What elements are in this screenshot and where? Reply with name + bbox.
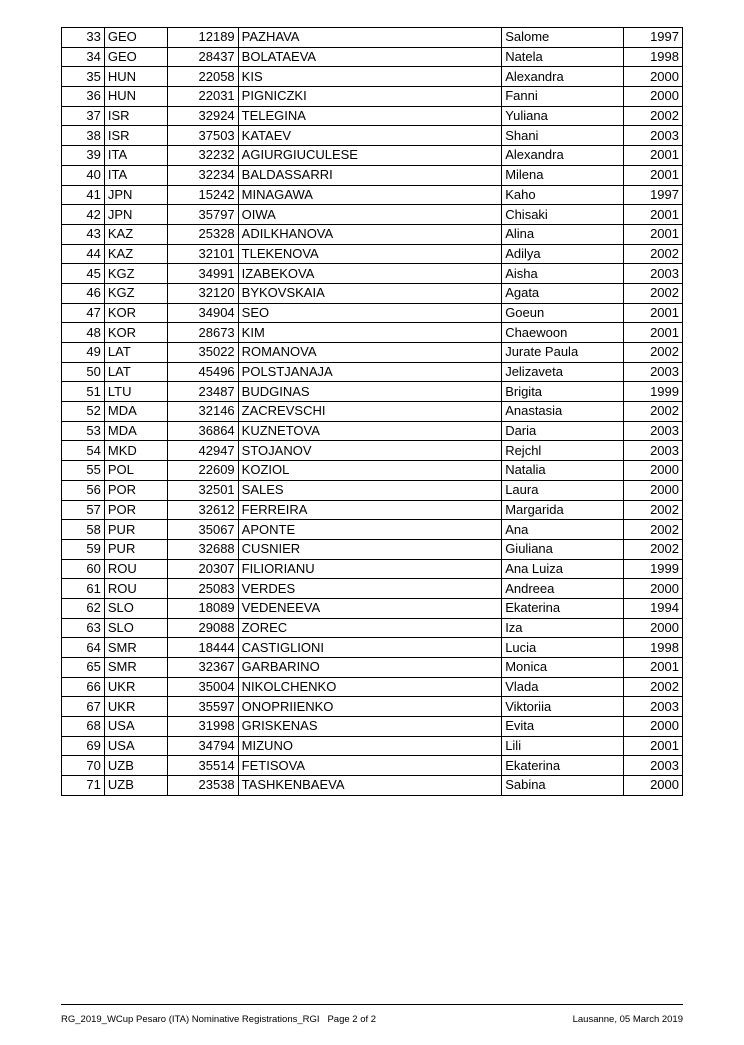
license-id-cell: 34991: [168, 264, 238, 284]
nation-code-cell: UKR: [104, 677, 167, 697]
license-id-cell: 15242: [168, 185, 238, 205]
first-name-cell: Ekaterina: [502, 756, 624, 776]
row-number-cell: 46: [62, 283, 105, 303]
first-name-cell: Margarida: [502, 500, 624, 520]
row-number-cell: 70: [62, 756, 105, 776]
table-row: [62, 224, 683, 244]
last-name-cell: GARBARINO: [238, 658, 502, 678]
last-name-cell: ROMANOVA: [238, 343, 502, 363]
row-number-cell: 50: [62, 362, 105, 382]
table-row: [62, 28, 683, 48]
table-row: [62, 421, 683, 441]
license-id-cell: 28437: [168, 47, 238, 67]
last-name-cell: BYKOVSKAIA: [238, 283, 502, 303]
last-name-cell: IZABEKOVA: [238, 264, 502, 284]
first-name-cell: Adilya: [502, 244, 624, 264]
license-id-cell: 22058: [168, 67, 238, 87]
first-name-cell: Vlada: [502, 677, 624, 697]
row-number-cell: 43: [62, 224, 105, 244]
birth-year-cell: 1994: [623, 598, 682, 618]
first-name-cell: Lucia: [502, 638, 624, 658]
footer-place-date: Lausanne, 05 March 2019: [572, 1014, 683, 1025]
first-name-cell: Evita: [502, 717, 624, 737]
birth-year-cell: 2001: [623, 323, 682, 343]
nation-code-cell: SLO: [104, 598, 167, 618]
license-id-cell: 29088: [168, 618, 238, 638]
birth-year-cell: 2001: [623, 146, 682, 166]
table-row: [62, 382, 683, 402]
birth-year-cell: 2001: [623, 658, 682, 678]
row-number-cell: 62: [62, 598, 105, 618]
birth-year-cell: 2001: [623, 736, 682, 756]
nation-code-cell: JPN: [104, 205, 167, 225]
nation-code-cell: SLO: [104, 618, 167, 638]
first-name-cell: Shani: [502, 126, 624, 146]
table-row: [62, 677, 683, 697]
birth-year-cell: 2002: [623, 402, 682, 422]
row-number-cell: 55: [62, 461, 105, 481]
license-id-cell: 22031: [168, 87, 238, 107]
table-row: [62, 776, 683, 796]
first-name-cell: Daria: [502, 421, 624, 441]
nation-code-cell: POR: [104, 480, 167, 500]
last-name-cell: OIWA: [238, 205, 502, 225]
row-number-cell: 40: [62, 165, 105, 185]
table-row: [62, 343, 683, 363]
nation-code-cell: UZB: [104, 776, 167, 796]
nation-code-cell: POL: [104, 461, 167, 481]
birth-year-cell: 2003: [623, 126, 682, 146]
nation-code-cell: KAZ: [104, 224, 167, 244]
row-number-cell: 56: [62, 480, 105, 500]
row-number-cell: 60: [62, 559, 105, 579]
table-row: [62, 362, 683, 382]
birth-year-cell: 1999: [623, 559, 682, 579]
nation-code-cell: USA: [104, 736, 167, 756]
table-row: [62, 165, 683, 185]
birth-year-cell: 2001: [623, 303, 682, 323]
last-name-cell: ONOPRIIENKO: [238, 697, 502, 717]
birth-year-cell: 2001: [623, 205, 682, 225]
table-row: [62, 303, 683, 323]
nation-code-cell: LTU: [104, 382, 167, 402]
license-id-cell: 32612: [168, 500, 238, 520]
first-name-cell: Ana Luiza: [502, 559, 624, 579]
row-number-cell: 42: [62, 205, 105, 225]
first-name-cell: Chisaki: [502, 205, 624, 225]
first-name-cell: Lili: [502, 736, 624, 756]
first-name-cell: Alexandra: [502, 146, 624, 166]
nation-code-cell: PUR: [104, 539, 167, 559]
nation-code-cell: KAZ: [104, 244, 167, 264]
first-name-cell: Kaho: [502, 185, 624, 205]
table-row: [62, 598, 683, 618]
table-row: [62, 402, 683, 422]
nation-code-cell: GEO: [104, 47, 167, 67]
birth-year-cell: 2003: [623, 441, 682, 461]
table-row: [62, 756, 683, 776]
nation-code-cell: MDA: [104, 402, 167, 422]
last-name-cell: KATAEV: [238, 126, 502, 146]
row-number-cell: 44: [62, 244, 105, 264]
first-name-cell: Ekaterina: [502, 598, 624, 618]
nation-code-cell: SMR: [104, 658, 167, 678]
first-name-cell: Natela: [502, 47, 624, 67]
last-name-cell: TLEKENOVA: [238, 244, 502, 264]
last-name-cell: MIZUNO: [238, 736, 502, 756]
nation-code-cell: GEO: [104, 28, 167, 48]
license-id-cell: 35514: [168, 756, 238, 776]
nation-code-cell: UKR: [104, 697, 167, 717]
license-id-cell: 18089: [168, 598, 238, 618]
birth-year-cell: 2002: [623, 283, 682, 303]
license-id-cell: 35597: [168, 697, 238, 717]
row-number-cell: 52: [62, 402, 105, 422]
last-name-cell: ZOREC: [238, 618, 502, 638]
last-name-cell: FILIORIANU: [238, 559, 502, 579]
last-name-cell: AGIURGIUCULESE: [238, 146, 502, 166]
first-name-cell: Andreea: [502, 579, 624, 599]
license-id-cell: 32120: [168, 283, 238, 303]
table-row: [62, 205, 683, 225]
birth-year-cell: 2000: [623, 717, 682, 737]
birth-year-cell: 2001: [623, 224, 682, 244]
table-row: [62, 323, 683, 343]
last-name-cell: SEO: [238, 303, 502, 323]
first-name-cell: Anastasia: [502, 402, 624, 422]
license-id-cell: 23487: [168, 382, 238, 402]
nation-code-cell: USA: [104, 717, 167, 737]
last-name-cell: NIKOLCHENKO: [238, 677, 502, 697]
nation-code-cell: ROU: [104, 579, 167, 599]
table-row: [62, 559, 683, 579]
last-name-cell: FETISOVA: [238, 756, 502, 776]
license-id-cell: 35004: [168, 677, 238, 697]
row-number-cell: 61: [62, 579, 105, 599]
birth-year-cell: 2003: [623, 264, 682, 284]
first-name-cell: Jelizaveta: [502, 362, 624, 382]
first-name-cell: Yuliana: [502, 106, 624, 126]
last-name-cell: KIM: [238, 323, 502, 343]
row-number-cell: 57: [62, 500, 105, 520]
row-number-cell: 48: [62, 323, 105, 343]
last-name-cell: PAZHAVA: [238, 28, 502, 48]
nation-code-cell: ROU: [104, 559, 167, 579]
birth-year-cell: 2000: [623, 461, 682, 481]
last-name-cell: SALES: [238, 480, 502, 500]
nation-code-cell: PUR: [104, 520, 167, 540]
table-row: [62, 618, 683, 638]
last-name-cell: VEDENEEVA: [238, 598, 502, 618]
license-id-cell: 36864: [168, 421, 238, 441]
license-id-cell: 45496: [168, 362, 238, 382]
nation-code-cell: ISR: [104, 126, 167, 146]
license-id-cell: 31998: [168, 717, 238, 737]
birth-year-cell: 2002: [623, 520, 682, 540]
birth-year-cell: 2003: [623, 697, 682, 717]
birth-year-cell: 2000: [623, 87, 682, 107]
table-row: [62, 67, 683, 87]
first-name-cell: Monica: [502, 658, 624, 678]
first-name-cell: Aisha: [502, 264, 624, 284]
table-row: [62, 697, 683, 717]
first-name-cell: Alexandra: [502, 67, 624, 87]
birth-year-cell: 2000: [623, 67, 682, 87]
footer-document-info: RG_2019_WCup Pesaro (ITA) Nominative Registrations_RGI Page 2 of 2: [61, 1014, 377, 1025]
nation-code-cell: LAT: [104, 343, 167, 363]
table-row: [62, 441, 683, 461]
license-id-cell: 32101: [168, 244, 238, 264]
license-id-cell: 35022: [168, 343, 238, 363]
last-name-cell: KOZIOL: [238, 461, 502, 481]
birth-year-cell: 2000: [623, 618, 682, 638]
last-name-cell: CASTIGLIONI: [238, 638, 502, 658]
last-name-cell: MINAGAWA: [238, 185, 502, 205]
table-row: [62, 283, 683, 303]
birth-year-cell: 1999: [623, 382, 682, 402]
table-row: [62, 87, 683, 107]
first-name-cell: Agata: [502, 283, 624, 303]
last-name-cell: BALDASSARRI: [238, 165, 502, 185]
birth-year-cell: 2000: [623, 480, 682, 500]
last-name-cell: ZACREVSCHI: [238, 402, 502, 422]
row-number-cell: 45: [62, 264, 105, 284]
row-number-cell: 65: [62, 658, 105, 678]
first-name-cell: Milena: [502, 165, 624, 185]
row-number-cell: 63: [62, 618, 105, 638]
first-name-cell: Alina: [502, 224, 624, 244]
last-name-cell: TASHKENBAEVA: [238, 776, 502, 796]
birth-year-cell: 2003: [623, 421, 682, 441]
nation-code-cell: ITA: [104, 146, 167, 166]
last-name-cell: STOJANOV: [238, 441, 502, 461]
nation-code-cell: HUN: [104, 87, 167, 107]
row-number-cell: 33: [62, 28, 105, 48]
row-number-cell: 54: [62, 441, 105, 461]
first-name-cell: Natalia: [502, 461, 624, 481]
table-row: [62, 126, 683, 146]
last-name-cell: BUDGINAS: [238, 382, 502, 402]
row-number-cell: 71: [62, 776, 105, 796]
table-row: [62, 185, 683, 205]
birth-year-cell: 1998: [623, 638, 682, 658]
birth-year-cell: 2000: [623, 579, 682, 599]
nation-code-cell: ISR: [104, 106, 167, 126]
license-id-cell: 32367: [168, 658, 238, 678]
row-number-cell: 69: [62, 736, 105, 756]
license-id-cell: 23538: [168, 776, 238, 796]
nation-code-cell: SMR: [104, 638, 167, 658]
birth-year-cell: 2002: [623, 343, 682, 363]
birth-year-cell: 2002: [623, 106, 682, 126]
last-name-cell: ADILKHANOVA: [238, 224, 502, 244]
nation-code-cell: MKD: [104, 441, 167, 461]
birth-year-cell: 2002: [623, 244, 682, 264]
first-name-cell: Laura: [502, 480, 624, 500]
table-row: [62, 579, 683, 599]
last-name-cell: KIS: [238, 67, 502, 87]
license-id-cell: 32146: [168, 402, 238, 422]
table-row: [62, 500, 683, 520]
last-name-cell: BOLATAEVA: [238, 47, 502, 67]
table-row: [62, 638, 683, 658]
license-id-cell: 34794: [168, 736, 238, 756]
birth-year-cell: 2001: [623, 165, 682, 185]
nation-code-cell: UZB: [104, 756, 167, 776]
license-id-cell: 25083: [168, 579, 238, 599]
license-id-cell: 22609: [168, 461, 238, 481]
table-row: [62, 736, 683, 756]
nation-code-cell: POR: [104, 500, 167, 520]
first-name-cell: Giuliana: [502, 539, 624, 559]
table-row: [62, 244, 683, 264]
table-row: [62, 658, 683, 678]
license-id-cell: 34904: [168, 303, 238, 323]
license-id-cell: 18444: [168, 638, 238, 658]
row-number-cell: 58: [62, 520, 105, 540]
table-row: [62, 520, 683, 540]
nation-code-cell: KOR: [104, 303, 167, 323]
last-name-cell: GRISKENAS: [238, 717, 502, 737]
birth-year-cell: 1998: [623, 47, 682, 67]
license-id-cell: 32924: [168, 106, 238, 126]
birth-year-cell: 2002: [623, 677, 682, 697]
row-number-cell: 35: [62, 67, 105, 87]
license-id-cell: 32234: [168, 165, 238, 185]
table-row: [62, 461, 683, 481]
first-name-cell: Salome: [502, 28, 624, 48]
first-name-cell: Sabina: [502, 776, 624, 796]
table-row: [62, 146, 683, 166]
birth-year-cell: 2003: [623, 756, 682, 776]
table-row: [62, 539, 683, 559]
nation-code-cell: MDA: [104, 421, 167, 441]
license-id-cell: 42947: [168, 441, 238, 461]
table-row: [62, 480, 683, 500]
nation-code-cell: KGZ: [104, 264, 167, 284]
row-number-cell: 64: [62, 638, 105, 658]
license-id-cell: 28673: [168, 323, 238, 343]
last-name-cell: CUSNIER: [238, 539, 502, 559]
first-name-cell: Goeun: [502, 303, 624, 323]
first-name-cell: Fanni: [502, 87, 624, 107]
last-name-cell: VERDES: [238, 579, 502, 599]
birth-year-cell: 2002: [623, 500, 682, 520]
row-number-cell: 38: [62, 126, 105, 146]
birth-year-cell: 1997: [623, 185, 682, 205]
birth-year-cell: 2000: [623, 776, 682, 796]
license-id-cell: 25328: [168, 224, 238, 244]
table-row: [62, 717, 683, 737]
row-number-cell: 67: [62, 697, 105, 717]
last-name-cell: PIGNICZKI: [238, 87, 502, 107]
license-id-cell: 32501: [168, 480, 238, 500]
license-id-cell: 37503: [168, 126, 238, 146]
license-id-cell: 35067: [168, 520, 238, 540]
row-number-cell: 47: [62, 303, 105, 323]
license-id-cell: 12189: [168, 28, 238, 48]
last-name-cell: FERREIRA: [238, 500, 502, 520]
birth-year-cell: 1997: [623, 28, 682, 48]
first-name-cell: Ana: [502, 520, 624, 540]
last-name-cell: POLSTJANAJA: [238, 362, 502, 382]
first-name-cell: Chaewoon: [502, 323, 624, 343]
last-name-cell: APONTE: [238, 520, 502, 540]
nation-code-cell: KGZ: [104, 283, 167, 303]
nation-code-cell: KOR: [104, 323, 167, 343]
row-number-cell: 59: [62, 539, 105, 559]
first-name-cell: Jurate Paula: [502, 343, 624, 363]
first-name-cell: Viktoriia: [502, 697, 624, 717]
row-number-cell: 36: [62, 87, 105, 107]
last-name-cell: KUZNETOVA: [238, 421, 502, 441]
first-name-cell: Iza: [502, 618, 624, 638]
license-id-cell: 32232: [168, 146, 238, 166]
row-number-cell: 53: [62, 421, 105, 441]
nation-code-cell: LAT: [104, 362, 167, 382]
row-number-cell: 41: [62, 185, 105, 205]
page-footer: [61, 1004, 683, 1025]
row-number-cell: 49: [62, 343, 105, 363]
nation-code-cell: JPN: [104, 185, 167, 205]
nation-code-cell: ITA: [104, 165, 167, 185]
birth-year-cell: 2002: [623, 539, 682, 559]
nation-code-cell: HUN: [104, 67, 167, 87]
first-name-cell: Brigita: [502, 382, 624, 402]
row-number-cell: 66: [62, 677, 105, 697]
row-number-cell: 37: [62, 106, 105, 126]
last-name-cell: TELEGINA: [238, 106, 502, 126]
table-row: [62, 47, 683, 67]
registrations-table: [61, 27, 683, 796]
row-number-cell: 34: [62, 47, 105, 67]
license-id-cell: 32688: [168, 539, 238, 559]
table-row: [62, 106, 683, 126]
table-row: [62, 264, 683, 284]
license-id-cell: 20307: [168, 559, 238, 579]
registrations-table-body: [62, 28, 683, 796]
row-number-cell: 39: [62, 146, 105, 166]
birth-year-cell: 2003: [623, 362, 682, 382]
row-number-cell: 51: [62, 382, 105, 402]
first-name-cell: Rejchl: [502, 441, 624, 461]
license-id-cell: 35797: [168, 205, 238, 225]
row-number-cell: 68: [62, 717, 105, 737]
